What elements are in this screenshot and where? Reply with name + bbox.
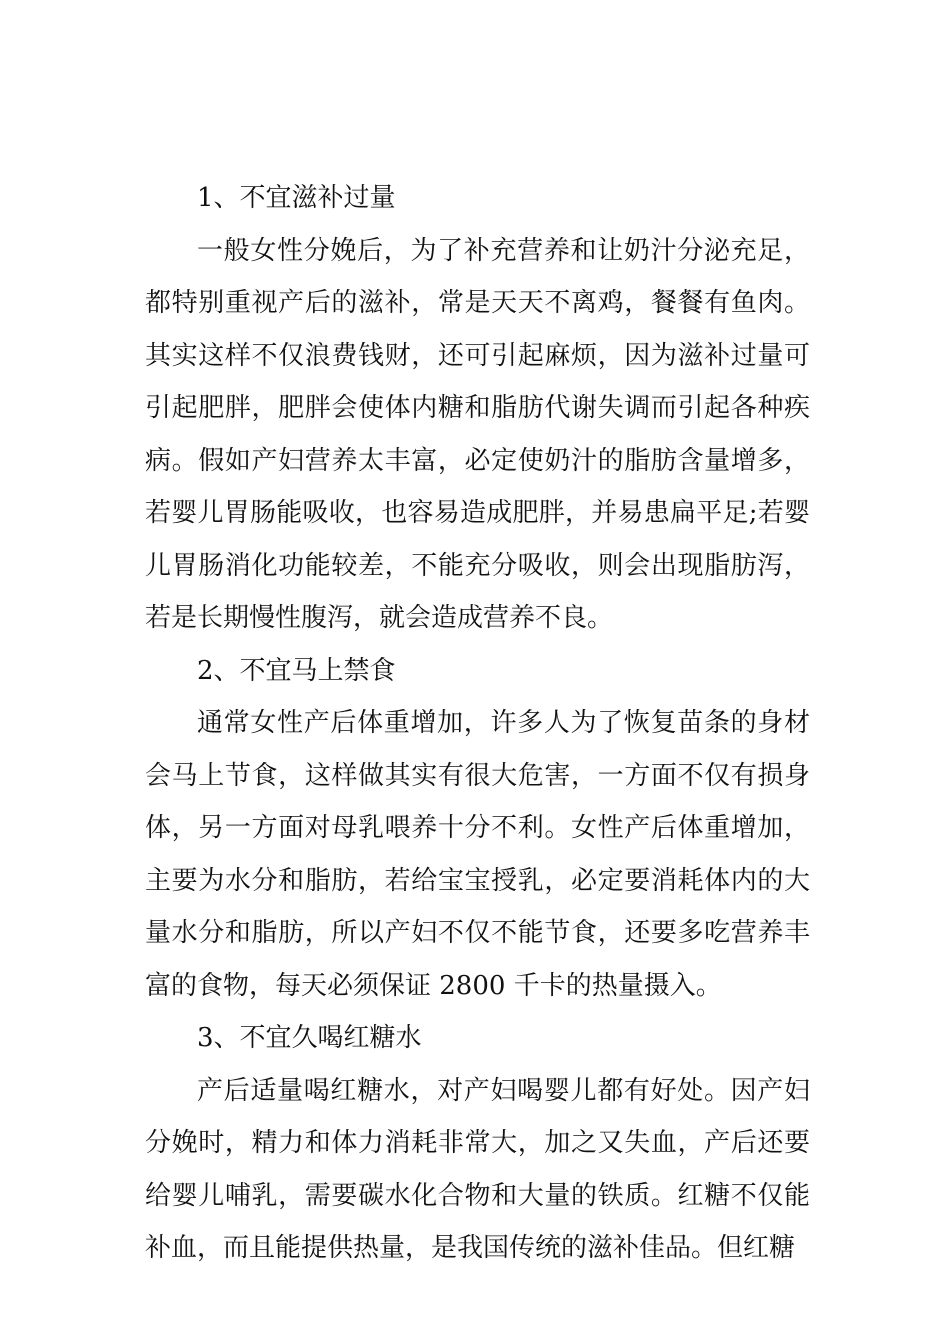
section-heading-1: 1、不宜滋补过量 [197, 183, 396, 213]
section-heading-2: 2、不宜马上禁食 [197, 655, 396, 686]
section-heading-3: 3、不宜久喝红糖水 [197, 1023, 422, 1053]
paragraph-3: 产后适量喝红糖水，对产妇喝婴儿都有好处。因产妇分娩时，精力和体力消耗非常大，加之又失血，产后还要给婴儿哺乳，需要碳水化合物和大量的铁质。红糖不仅能补血，而且能提供热量，是我国传统的滋补佳品。但红糖 [145, 1075, 810, 1263]
paragraph-2: 通常女性产后体重增加，许多人为了恢复苗条的身材会马上节食，这样做其实有很大危害，一方面不仅有损身体，另一方面对母乳喂养十分不利。女性产后体重增加，主要为水分和脂肪，若给宝宝授乳，必定要消耗体内的大量水分和脂肪，所以产妇不仅不能节食，还要多吃营养丰富的食物，每天必须保证 2800 千卡的热量摄入。 [145, 708, 810, 1001]
document-body [145, 172, 810, 1275]
paragraph-1: 一般女性分娩后，为了补充营养和让奶汁分泌充足，都特别重视产后的滋补，常是天天不离鸡，餐餐有鱼肉。其实这样不仅浪费钱财，还可引起麻烦，因为滋补过量可引起肥胖，肥胖会使体内糖和脂肪代谢失调而引起各种疾病。假如产妇营养太丰富，必定使奶汁的脂肪含量增多，若婴儿胃肠能吸收，也容易造成肥胖，并易患扁平足;若婴儿胃肠消化功能较差，不能充分吸收，则会出现脂肪泻，若是长期慢性腹泻，就会造成营养不良。 [145, 235, 810, 633]
